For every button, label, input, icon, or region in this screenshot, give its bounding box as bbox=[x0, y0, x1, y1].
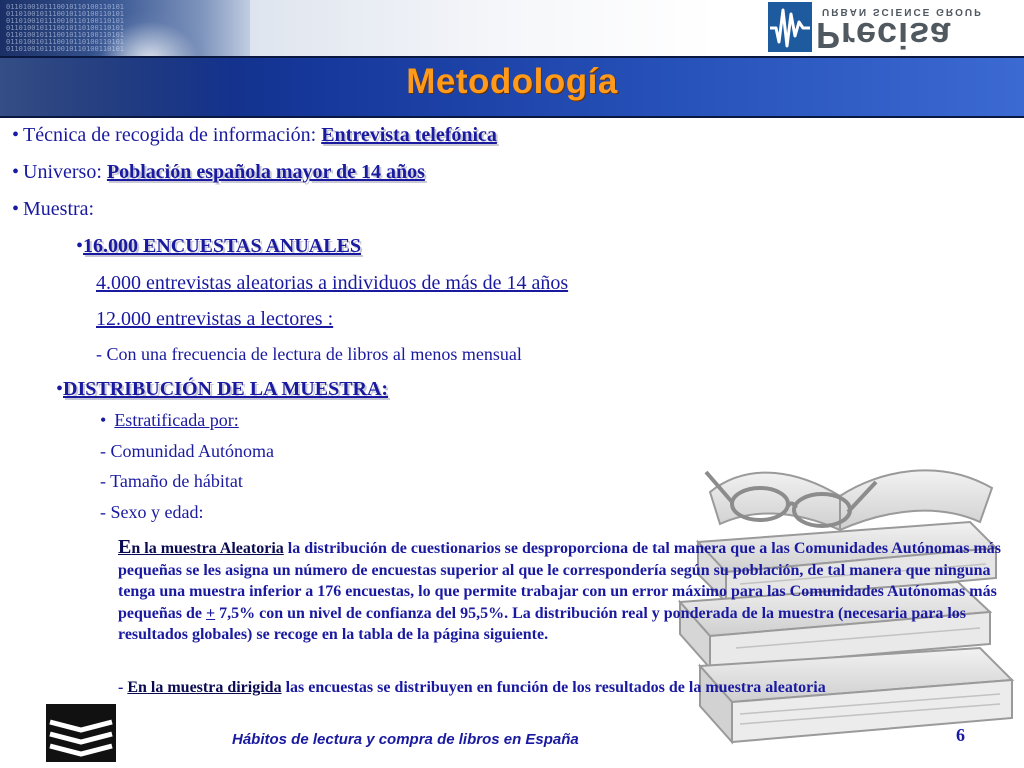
random-sample-lead bbox=[118, 536, 284, 558]
lead-cap: E bbox=[118, 536, 132, 558]
precisa-logo bbox=[768, 2, 988, 54]
paragraph1-text-a: la distribución de cuestionarios se desproporciona de tal manera que a las Comunidades Autónomas más pequeñas se les asigna un número de encuestas superior al que le correspondería según su población, de tal manera que ninguna tenga una muestra inferior a 176 encuestas, lo que permite trabajar con un error máximo para las Comunidades Autónomas más pequeñas de bbox=[118, 540, 1002, 622]
bullet-universe: • Universo: Población española mayor de 14 años bbox=[12, 161, 425, 183]
criteria-text: - Sexo y edad: bbox=[100, 502, 204, 522]
footer-caption: Hábitos de lectura y compra de libros en España bbox=[232, 731, 579, 748]
page-title: Metodología bbox=[406, 62, 618, 101]
sample-random bbox=[96, 272, 568, 295]
technique-value: Entrevista telefónica bbox=[321, 124, 497, 146]
sample-readers bbox=[96, 308, 333, 331]
distribution-heading: •DISTRIBUCIÓN DE LA MUESTRA: bbox=[56, 378, 389, 400]
bullet-sample: • Muestra: bbox=[12, 198, 95, 220]
universe-value: Población española mayor de 14 años bbox=[106, 161, 425, 183]
sample-annual: •16.000 ENCUESTAS ANUALES bbox=[76, 235, 362, 257]
bullet-technique: • Técnica de recogida de información: Entrevista telefónica bbox=[12, 124, 497, 146]
page-number: 6 bbox=[956, 725, 965, 745]
plus-minus-symbol: + bbox=[206, 604, 216, 622]
logo-wave-icon bbox=[768, 2, 812, 52]
distribution-stratified: • Estratificada por: bbox=[100, 410, 239, 430]
directed-sample-paragraph bbox=[118, 677, 1018, 698]
paragraph2-prefix: - bbox=[118, 679, 128, 696]
sample-annual-text: 16.000 ENCUESTAS ANUALES bbox=[83, 235, 362, 257]
footer-book-logo-icon bbox=[44, 702, 118, 764]
technique-label: Técnica de recogida de información: bbox=[23, 124, 317, 146]
random-sample-paragraph bbox=[118, 537, 1018, 646]
sample-readers-text: 12.000 entrevistas a lectores : bbox=[96, 308, 334, 330]
sample-random-text: 4.000 entrevistas aleatorias a individuos de más de 14 años bbox=[96, 272, 569, 294]
criteria-text: - Comunidad Autónoma bbox=[100, 441, 274, 461]
criteria-text: - Tamaño de hábitat bbox=[100, 471, 243, 491]
distribution-label: DISTRIBUCIÓN DE LA MUESTRA: bbox=[63, 378, 389, 400]
universe-label: Universo: bbox=[23, 161, 102, 183]
sample-label: Muestra: bbox=[23, 198, 95, 220]
stratified-label: Estratificada por: bbox=[114, 410, 239, 430]
logo-mirrored-text bbox=[816, 2, 986, 54]
sample-frequency bbox=[96, 344, 522, 365]
logo-tagline: URBAN SCIENCE GROUP bbox=[822, 6, 983, 17]
criteria-item bbox=[100, 502, 203, 523]
lead-rest: n la muestra Aleatoria bbox=[131, 540, 284, 557]
logo-word: Precisa bbox=[816, 15, 952, 56]
sample-frequency-text: - Con una frecuencia de lectura de libros al menos mensual bbox=[96, 344, 522, 364]
decorative-digits: 0110100101110010110100110101011010010111001011010011010101101001011100101101001101010110100101110010110100110101011010010111001011010011010101101001011100101101001101010110100101110010110100110101 bbox=[6, 4, 125, 52]
criteria-item bbox=[100, 471, 243, 492]
paragraph1-text-b: 7,5% con un nivel de confianza del 95,5%. La distribución real y ponderada de la muestra (necesaria para los resultados globales) se recoge en la tabla de la página siguiente. bbox=[118, 604, 966, 644]
directed-sample-lead: En la muestra dirigida bbox=[127, 679, 282, 696]
paragraph2-text: las encuestas se distribuyen en función de los resultados de la muestra aleatoria bbox=[281, 679, 826, 696]
criteria-item bbox=[100, 441, 274, 462]
